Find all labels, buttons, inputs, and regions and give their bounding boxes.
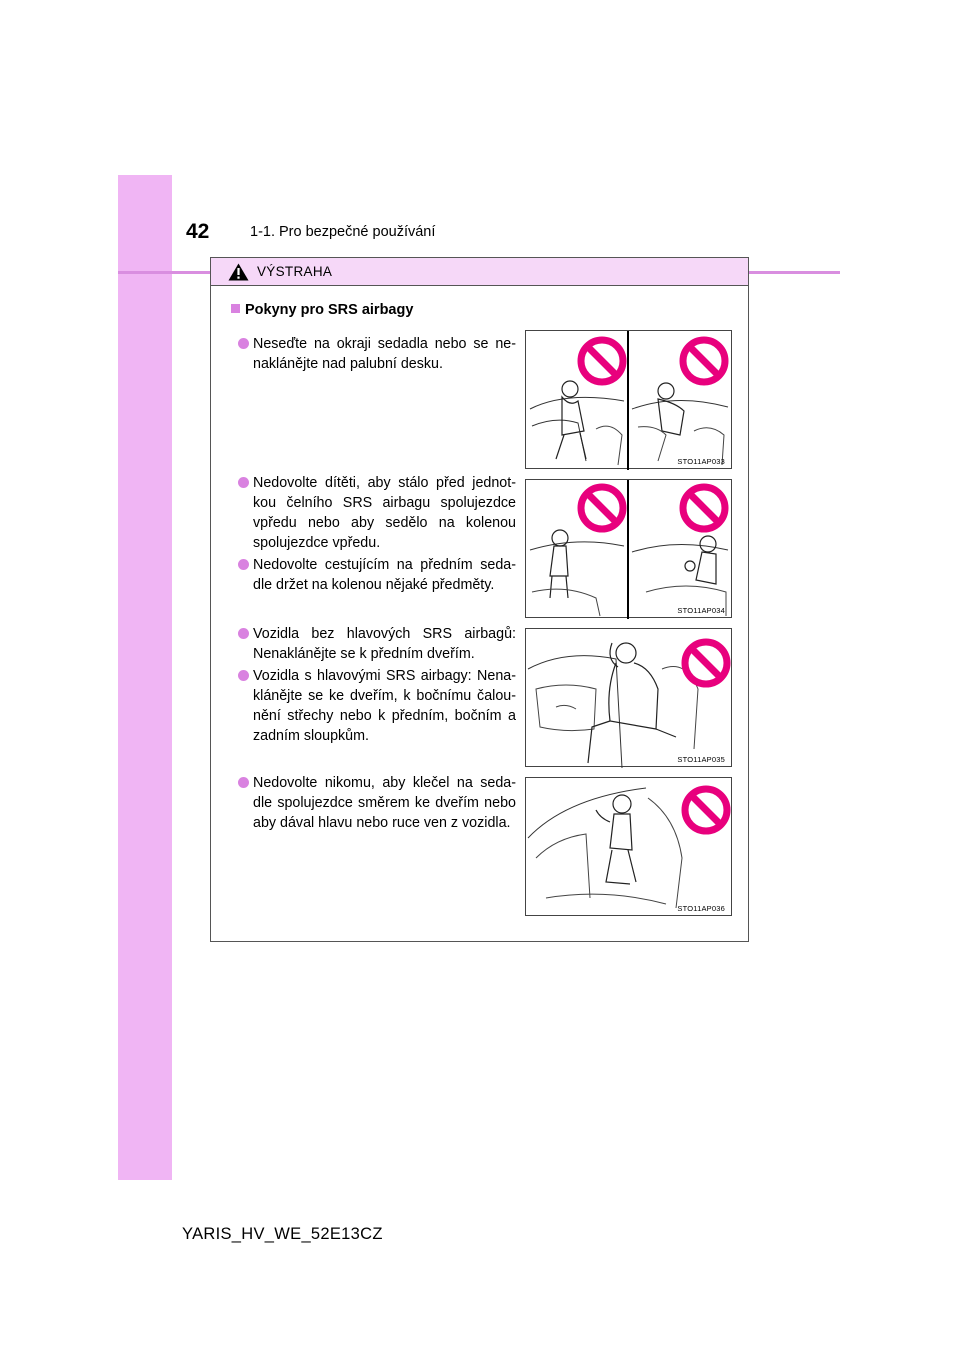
illustration-figure: [525, 777, 732, 916]
list-item-text: Nedovolte cestujícím na předním seda-dle držet na kolenou nějaké předměty.: [253, 557, 516, 593]
warning-header: [211, 258, 748, 286]
warning-title: VÝSTRAHA: [257, 264, 333, 279]
figure-code: STO11AP034: [677, 606, 725, 615]
bullet-icon: [238, 777, 249, 788]
list-item: [238, 334, 516, 374]
prohibition-icon: [680, 784, 732, 836]
figure-code: STO11AP035: [677, 755, 725, 764]
list-item: [238, 773, 516, 833]
warning-triangle-icon: [228, 263, 249, 281]
document-code: YARIS_HV_WE_52E13CZ: [182, 1225, 383, 1243]
list-item-text: Neseďte na okraji sedadla nebo se ne-naklánějte nad palubní desku.: [253, 336, 516, 372]
list-item-text: Nedovolte nikomu, aby klečel na seda-dle spolujezdce směrem ke dveřím nebo aby dával hlavu nebo ruce ven z vozidla.: [253, 775, 516, 831]
section-title: 1-1. Pro bezpečné používání: [250, 224, 436, 240]
bullet-icon: [238, 628, 249, 639]
square-bullet-icon: [231, 304, 240, 313]
bullet-icon: [238, 477, 249, 488]
list-item: [238, 624, 516, 664]
page-sidebar-tab: [118, 175, 172, 1180]
bullet-icon: [238, 559, 249, 570]
list-item-text: Vozidla s hlavovými SRS airbagy: Nena-klánějte se ke dveřím, k bočnímu čalou-nění střechy nebo k předním, bočním a zadním sloupkům.: [253, 668, 516, 744]
bullet-icon: [238, 338, 249, 349]
illustration-figure: [525, 330, 732, 469]
figure-code: STO11AP033: [677, 457, 725, 466]
illustration-figure: [525, 479, 732, 618]
list-item: [238, 473, 516, 553]
list-item: [238, 555, 516, 595]
prohibition-icon: [678, 482, 730, 534]
list-item-text: Vozidla bez hlavových SRS airbagů: Nenaklánějte se k předním dveřím.: [253, 626, 516, 662]
subheading: [231, 302, 413, 318]
bullet-icon: [238, 670, 249, 681]
list-item-text: Nedovolte dítěti, aby stálo před jednot-kou čelního SRS airbagu spolujezdce vpředu nebo aby sedělo na kolenou spolujezdce vpředu.: [253, 475, 516, 551]
page-number: 42: [186, 220, 210, 243]
figure-code: STO11AP036: [677, 904, 725, 913]
prohibition-icon: [678, 335, 730, 387]
prohibition-icon: [680, 637, 732, 689]
list-item: [238, 666, 516, 746]
subheading-text: Pokyny pro SRS airbagy: [245, 302, 414, 318]
prohibition-icon: [576, 335, 628, 387]
prohibition-icon: [576, 482, 628, 534]
illustration-figure: [525, 628, 732, 767]
